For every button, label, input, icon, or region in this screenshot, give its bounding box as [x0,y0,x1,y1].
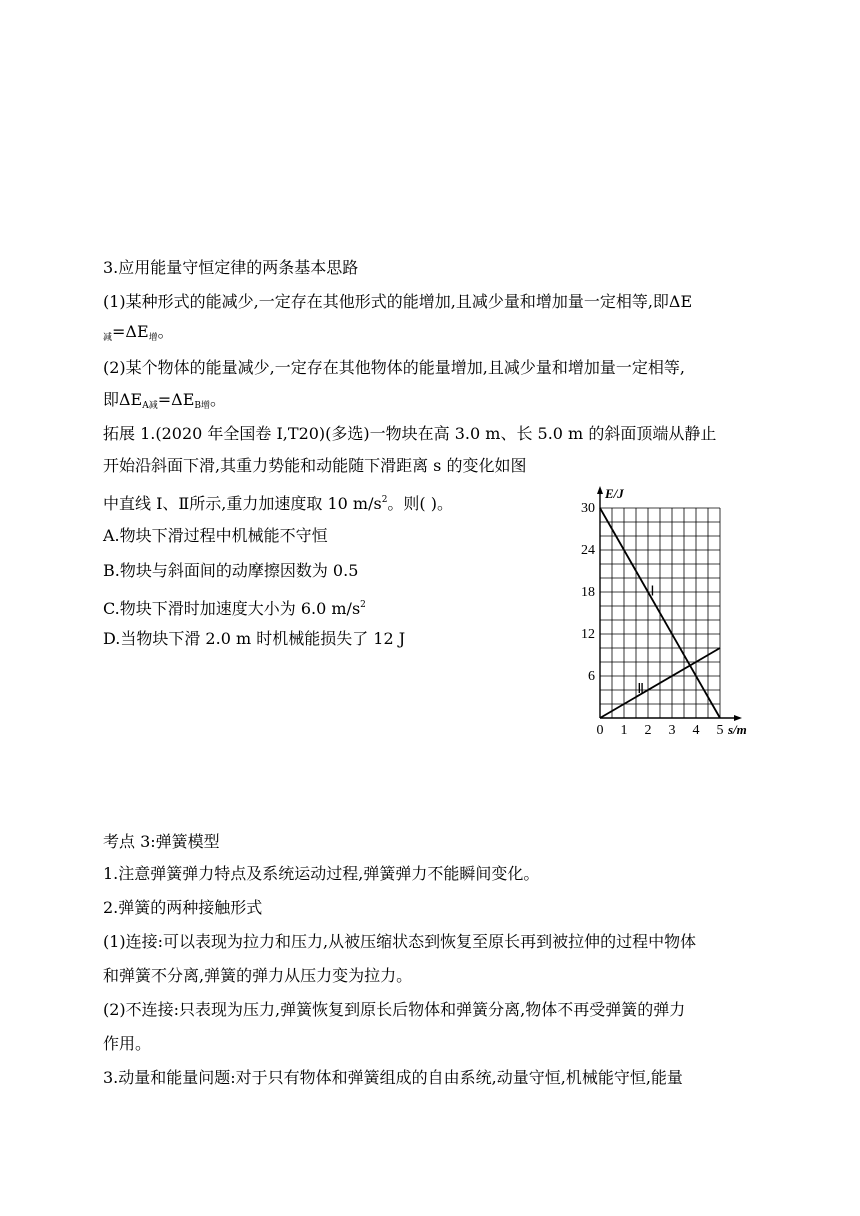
y-axis-arrow [597,486,603,494]
spring-item2: 2.弹簧的两种接触形式 [103,898,263,917]
spring-item2a-line2: 和弹簧不分离,弹簧的弹力从压力变为拉力。 [103,966,413,985]
option-c [103,595,366,619]
y-tick-label: 18 [581,585,595,600]
x-axis-arrow [734,715,742,721]
x-tick-label: 1 [620,723,628,738]
spring-section-title: 考点 3:弹簧模型 [103,832,220,851]
equals-delta-e: =ΔE [157,390,195,409]
section3-heading: 3.应用能量守恒定律的两条基本思路 [103,258,359,277]
option-c-text: C.物块下滑时加速度大小为 6.0 m/s [103,599,361,618]
section3-p2-line1: (2)某个物体的能量减少,一定存在其他物体的能量增加,且减少量和增加量一定相等, [103,358,685,377]
superscript-2: 2 [381,495,388,505]
y-tick-label: 30 [581,501,595,516]
y-tick-label: 12 [581,627,595,642]
x-tick-label: 3 [668,723,676,738]
spring-item2a-line1: (1)连接:可以表现为拉力和压力,从被压缩状态到恢复至原长再到被拉伸的过程中物体 [103,932,697,951]
series-label-1: Ⅰ [650,584,655,600]
subscript-increase: 增 [148,333,158,343]
spring-item1: 1.注意弹簧弹力特点及系统运动过程,弹簧弹力不能瞬间变化。 [103,864,540,883]
subscript-b-increase: B增 [194,401,211,411]
superscript-2: 2 [360,600,366,610]
period: 。 [210,390,227,409]
period: 。 [157,322,174,341]
y-axis-label: E/J [605,486,624,501]
option-d: D.当物块下滑 2.0 m 时机械能损失了 12 J [103,629,406,648]
problem-line1: 拓展 1.(2020 年全国卷 Ⅰ,T20)(多选)一物块在高 3.0 m、长 5.0 m 的斜面顶端从静止 [103,424,717,443]
series-label-2: Ⅱ [637,681,645,697]
x-tick-label: 4 [692,723,700,738]
y-tick-label: 6 [588,669,595,684]
equals-delta-e: =ΔE [112,322,149,341]
x-tick-label: 0 [596,723,604,738]
problem-line3 [103,490,453,514]
section3-p1-line1: (1)某种形式的能减少,一定存在其他形式的能增加,且减少量和增加量一定相等,即ΔE [103,292,693,311]
spring-item2b-line2: 作用。 [103,1034,152,1053]
x-tick-label: 5 [716,723,724,738]
energy-distance-chart [575,478,765,740]
section3-p1-line2 [103,322,174,348]
spring-item2b-line1: (2)不连接:只表现为压力,弹簧恢复到原长后物体和弹簧分离,物体不再受弹簧的弹力 [103,1000,686,1019]
y-tick-label: 24 [581,543,595,558]
spring-item3: 3.动量和能量问题:对于只有物体和弹簧组成的自由系统,动量守恒,机械能守恒,能量 [103,1068,683,1087]
option-a: A.物块下滑过程中机械能不守恒 [103,526,328,545]
delta-e-prefix: 即ΔE [103,390,143,409]
problem-line3-text: 中直线 Ⅰ、Ⅱ所示,重力加速度取 10 m/s [103,494,382,513]
x-tick-label: 2 [644,723,652,738]
option-b: B.物块与斜面间的动摩擦因数为 0.5 [103,561,359,580]
subscript-decrease: 减 [103,333,113,343]
x-axis-label: s/m [728,722,747,737]
subscript-a-decrease: A减 [142,401,158,411]
problem-line3-end: 。则( )。 [387,494,453,513]
section3-p2-line2 [103,390,226,416]
problem-line2: 开始沿斜面下滑,其重力势能和动能随下滑距离 s 的变化如图 [103,456,527,475]
